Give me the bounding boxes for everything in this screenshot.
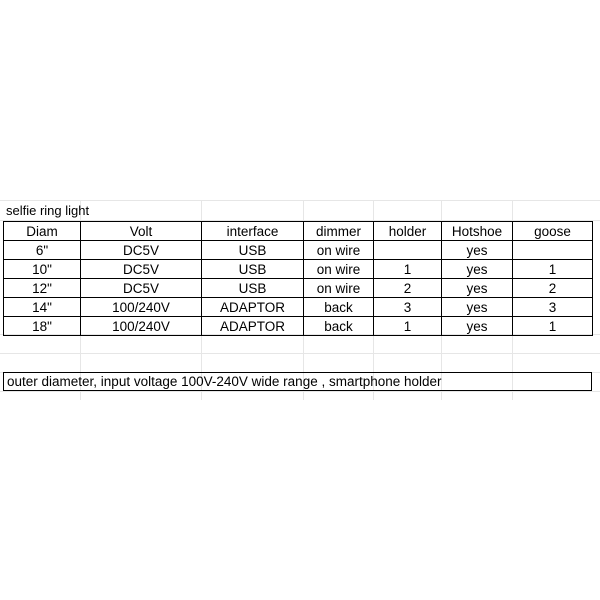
header-cell-diam[interactable]: Diam	[4, 222, 81, 241]
table-cell[interactable]: 3	[374, 298, 442, 317]
table-cell[interactable]	[374, 241, 442, 260]
table-cell[interactable]: on wire	[304, 279, 374, 298]
table-cell[interactable]: 6"	[4, 241, 81, 260]
table-cell[interactable]: ADAPTOR	[202, 317, 304, 336]
table-cell[interactable]: 2	[513, 279, 593, 298]
table-cell[interactable]: yes	[442, 241, 513, 260]
table-cell[interactable]: 1	[374, 317, 442, 336]
table-cell[interactable]: back	[304, 317, 374, 336]
table-row	[4, 241, 593, 260]
table-row	[4, 317, 593, 336]
table-cell[interactable]	[513, 241, 593, 260]
table-cell[interactable]: on wire	[304, 241, 374, 260]
header-cell-hotshoe[interactable]: Hotshoe	[442, 222, 513, 241]
table-cell[interactable]: 1	[374, 260, 442, 279]
table-cell[interactable]: 1	[513, 260, 593, 279]
table-cell[interactable]: on wire	[304, 260, 374, 279]
spec-table	[3, 221, 593, 336]
gridline	[0, 353, 600, 354]
table-cell[interactable]: 12"	[4, 279, 81, 298]
header-cell-interface[interactable]: interface	[202, 222, 304, 241]
table-cell[interactable]: ADAPTOR	[202, 298, 304, 317]
header-row	[4, 222, 593, 241]
table-cell[interactable]: 3	[513, 298, 593, 317]
table-cell[interactable]: yes	[442, 298, 513, 317]
table-cell[interactable]: DC5V	[81, 241, 202, 260]
table-cell[interactable]: back	[304, 298, 374, 317]
header-cell-dimmer[interactable]: dimmer	[304, 222, 374, 241]
gridline	[0, 200, 600, 201]
table-cell[interactable]: 100/240V	[81, 317, 202, 336]
table-cell[interactable]: DC5V	[81, 260, 202, 279]
table-cell[interactable]: 18"	[4, 317, 81, 336]
table-cell[interactable]: 100/240V	[81, 298, 202, 317]
table-cell[interactable]: 14"	[4, 298, 81, 317]
header-cell-volt[interactable]: Volt	[81, 222, 202, 241]
table-row	[4, 298, 593, 317]
gridline	[0, 391, 600, 392]
table-cell[interactable]: yes	[442, 317, 513, 336]
spreadsheet-area	[0, 200, 600, 400]
table-cell[interactable]: 1	[513, 317, 593, 336]
header-cell-goose[interactable]: goose	[513, 222, 593, 241]
note-cell[interactable]: outer diameter, input voltage 100V-240V wide range , smartphone holder	[3, 372, 592, 391]
table-cell[interactable]: USB	[202, 260, 304, 279]
table-cell[interactable]: 2	[374, 279, 442, 298]
table-cell[interactable]: DC5V	[81, 279, 202, 298]
table-cell[interactable]: yes	[442, 279, 513, 298]
table-cell[interactable]: yes	[442, 260, 513, 279]
table-row	[4, 260, 593, 279]
table-cell[interactable]: USB	[202, 279, 304, 298]
table-cell[interactable]: 10"	[4, 260, 81, 279]
table-row	[4, 279, 593, 298]
header-cell-holder[interactable]: holder	[374, 222, 442, 241]
sheet-title: selfie ring light	[6, 203, 90, 218]
table-cell[interactable]: USB	[202, 241, 304, 260]
